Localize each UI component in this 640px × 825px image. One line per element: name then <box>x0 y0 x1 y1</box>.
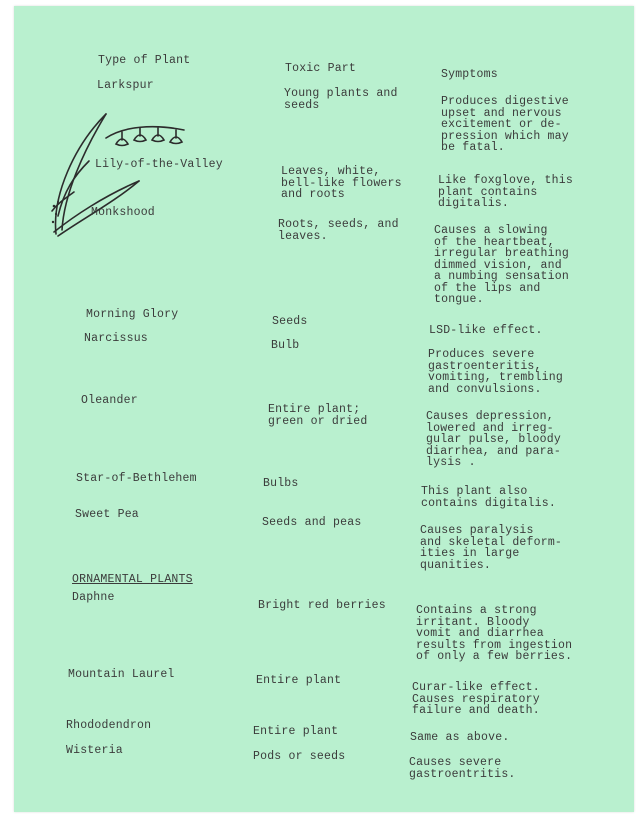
toxic-part: Bulbs <box>263 477 299 490</box>
symptoms-text: Causes severe gastroentritis. <box>409 756 516 781</box>
symptoms-text: Same as above. <box>410 731 510 744</box>
plant-name: Monkshood <box>91 206 155 219</box>
toxic-part: Entire plant <box>256 674 342 687</box>
plant-name: Morning Glory <box>86 308 179 321</box>
section-title-ornamental-plants: ORNAMENTAL PLANTS <box>72 573 193 586</box>
symptoms-text: Curar-like effect. Causes respiratory failure and death. <box>412 681 540 717</box>
header-type-of-plant: Type of Plant <box>98 54 191 67</box>
toxic-part: Bulb <box>271 339 300 352</box>
symptoms-text: Causes a slowing of the heartbeat, irregular breathing dimmed vision, and a numbing sensation of the lips and tongue. <box>434 224 569 306</box>
toxic-part: Seeds <box>272 315 308 328</box>
symptoms-text: This plant also contains digitalis. <box>421 485 556 510</box>
plant-name: Larkspur <box>97 79 154 92</box>
symptoms-text: Contains a strong irritant. Bloody vomit and diarrhea results from ingestion of only a few berries. <box>416 604 573 663</box>
symptoms-text: LSD-like effect. <box>429 324 543 337</box>
plant-name: Star-of-Bethlehem <box>76 472 197 485</box>
symptoms-text: Produces digestive upset and nervous excitement or de- pression which may be fatal. <box>441 95 569 154</box>
header-symptoms: Symptoms <box>441 68 498 81</box>
document-page <box>14 6 634 812</box>
symptoms-text: Like foxglove, this plant contains digitalis. <box>438 174 573 210</box>
plant-name: Rhododendron <box>66 719 152 732</box>
plant-name: Lily-of-the-Valley <box>95 158 223 171</box>
lily-of-the-valley-drawing-icon <box>44 106 214 246</box>
symptoms-text: Produces severe gastroenteritis, vomiting, trembling and convulsions. <box>428 348 563 396</box>
plant-name: Mountain Laurel <box>68 668 175 681</box>
symptoms-text: Causes depression, lowered and irreg- gular pulse, bloody diarrhea, and para- lysis . <box>426 410 561 469</box>
toxic-part: Roots, seeds, and leaves. <box>278 218 399 243</box>
symptoms-text: Causes paralysis and skeletal deform- ities in large quanities. <box>420 524 563 572</box>
plant-name: Narcissus <box>84 332 148 345</box>
plant-name: Wisteria <box>66 744 123 757</box>
plant-name: Daphne <box>72 591 115 604</box>
plant-name: Oleander <box>81 394 138 407</box>
toxic-part: Entire plant; green or dried <box>268 403 368 428</box>
toxic-part: Seeds and peas <box>262 516 362 529</box>
header-toxic-part: Toxic Part <box>285 62 357 75</box>
toxic-part: Pods or seeds <box>253 750 346 763</box>
toxic-part: Young plants and seeds <box>284 87 398 112</box>
plant-name: Sweet Pea <box>75 508 139 521</box>
toxic-part: Leaves, white, bell-like flowers and roots <box>281 165 402 201</box>
toxic-part: Bright red berries <box>258 599 386 612</box>
toxic-part: Entire plant <box>253 725 339 738</box>
